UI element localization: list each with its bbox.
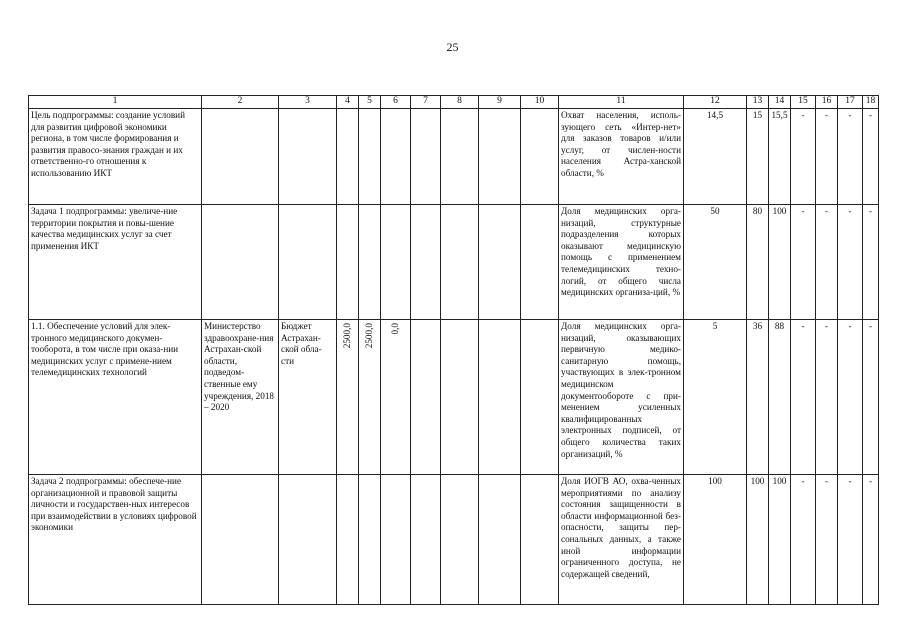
source-cell: Бюджет Астрахан-ской обла-сти <box>279 320 337 475</box>
value-cell: - <box>816 205 838 320</box>
value-cell: 15,5 <box>769 109 791 205</box>
column-header: 17 <box>838 96 863 109</box>
executor-cell: Министерство здравоохране-ния Астрахан-ской области, подведом-ственные ему учреждения, 2018 – 2020 <box>202 320 279 475</box>
empty-cell <box>479 109 521 205</box>
amount-cell <box>359 205 381 320</box>
amount-year1: 2500,0 <box>363 323 374 349</box>
column-header: 16 <box>816 96 838 109</box>
value-cell: 50 <box>684 205 747 320</box>
table-row <box>29 205 879 320</box>
value-cell: 5 <box>684 320 747 475</box>
value-cell: 36 <box>747 320 769 475</box>
column-header: 8 <box>441 96 479 109</box>
column-header: 18 <box>863 96 879 109</box>
activity-cell: 1.1. Обеспечение условий для элек-тронного медицинского докумен-тооборота, в том числе при оказа-нии медицинских услуг с примене-нием телемедицинских технологий <box>29 320 202 475</box>
amount-year2: 0,0 <box>389 323 400 335</box>
empty-cell <box>521 109 559 205</box>
empty-cell <box>411 320 441 475</box>
column-header: 7 <box>411 96 441 109</box>
source-cell <box>279 475 337 605</box>
executor-cell <box>202 475 279 605</box>
program-table <box>28 95 879 605</box>
amount-cell <box>381 320 411 475</box>
column-header: 2 <box>202 96 279 109</box>
amount-cell <box>359 475 381 605</box>
amount-cell <box>337 109 359 205</box>
empty-cell <box>441 109 479 205</box>
value-cell: - <box>838 475 863 605</box>
table-row <box>29 109 879 205</box>
value-cell: - <box>791 205 816 320</box>
indicator-cell: Доля ИОГВ АО, охва-ченных мероприятиями по анализу состояния защищенности в области информационной без-опасности, защиты пер-сональных данных, а также иной информации ограниченного доступа, не содержащей сведений, <box>559 475 684 605</box>
value-cell: - <box>816 109 838 205</box>
empty-cell <box>411 475 441 605</box>
value-cell: - <box>838 320 863 475</box>
amount-cell <box>337 475 359 605</box>
column-header: 14 <box>769 96 791 109</box>
column-header: 5 <box>359 96 381 109</box>
value-cell: - <box>816 475 838 605</box>
value-cell: 100 <box>769 205 791 320</box>
empty-cell <box>441 205 479 320</box>
amount-cell <box>381 109 411 205</box>
empty-cell <box>441 475 479 605</box>
value-cell: 80 <box>747 205 769 320</box>
value-cell: 15 <box>747 109 769 205</box>
table-row <box>29 320 879 475</box>
indicator-cell: Доля медицинских орга-низаций, структурные подразделения которых оказывают медицинскую помощь с применением телемедицинских техно-логий, от общего числа медицинских организа-ций, % <box>559 205 684 320</box>
value-cell: - <box>791 320 816 475</box>
executor-cell <box>202 205 279 320</box>
column-header: 3 <box>279 96 337 109</box>
empty-cell <box>411 205 441 320</box>
value-cell: - <box>863 205 879 320</box>
indicator-cell: Доля медицинских орга-низаций, оказывающих первичную медико-санитарную помощь, участвующих в элек-тронном медицинском документообороте с при-менением усиленных квалифицированных электронных подписей, от общего количества таких организаций, % <box>559 320 684 475</box>
amount-cell <box>337 205 359 320</box>
indicator-cell: Охват населения, исполь-зующего сеть «Интер-нет» для заказов товаров и/или услуг, от числен-ности населения Астра-ханской области, % <box>559 109 684 205</box>
empty-cell <box>441 320 479 475</box>
value-cell: 100 <box>684 475 747 605</box>
value-cell: 100 <box>747 475 769 605</box>
executor-cell <box>202 109 279 205</box>
task-cell: Задача 2 подпрограммы: обеспече-ние организационной и правовой защиты личности и государствен-ных интересов при взаимодействии в условиях цифровой экономики <box>29 475 202 605</box>
column-header: 15 <box>791 96 816 109</box>
column-header: 11 <box>559 96 684 109</box>
column-header: 6 <box>381 96 411 109</box>
value-cell: 88 <box>769 320 791 475</box>
column-header: 9 <box>479 96 521 109</box>
empty-cell <box>479 205 521 320</box>
column-header: 13 <box>747 96 769 109</box>
amount-cell <box>337 320 359 475</box>
empty-cell <box>411 109 441 205</box>
value-cell: 14,5 <box>684 109 747 205</box>
column-header: 12 <box>684 96 747 109</box>
value-cell: - <box>816 320 838 475</box>
value-cell: - <box>863 475 879 605</box>
empty-cell <box>521 205 559 320</box>
empty-cell <box>521 320 559 475</box>
value-cell: 100 <box>769 475 791 605</box>
source-cell <box>279 205 337 320</box>
value-cell: - <box>863 320 879 475</box>
header-row <box>29 96 879 109</box>
amount-total: 2500,0 <box>341 323 352 349</box>
goal-cell: Цель подпрограммы: создание условий для развития цифровой экономики региона, в том числе формирования и развития правосо-знания граждан и их ответственно-го отношения к использованию ИКТ <box>29 109 202 205</box>
amount-cell <box>381 475 411 605</box>
empty-cell <box>479 475 521 605</box>
amount-cell <box>359 320 381 475</box>
value-cell: - <box>863 109 879 205</box>
amount-cell <box>381 205 411 320</box>
source-cell <box>279 109 337 205</box>
table-row <box>29 475 879 605</box>
value-cell: - <box>838 205 863 320</box>
column-header: 1 <box>29 96 202 109</box>
column-header: 10 <box>521 96 559 109</box>
page-number: 25 <box>446 40 459 54</box>
empty-cell <box>479 320 521 475</box>
value-cell: - <box>838 109 863 205</box>
empty-cell <box>521 475 559 605</box>
value-cell: - <box>791 475 816 605</box>
column-header: 4 <box>337 96 359 109</box>
value-cell: - <box>791 109 816 205</box>
task-cell: Задача 1 подпрограммы: увеличе-ние территории покрытия и повы-шение качества медицинских услуг за счет применения ИКТ <box>29 205 202 320</box>
amount-cell <box>359 109 381 205</box>
